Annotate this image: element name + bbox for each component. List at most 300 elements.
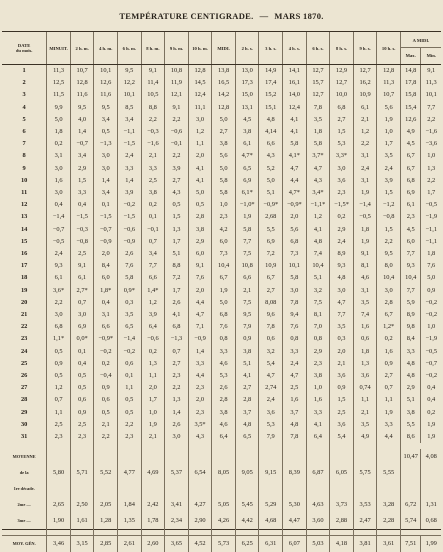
temperature-table-frame	[2, 31, 441, 530]
value-cell: 6,8	[283, 236, 307, 248]
day-cell: 28	[2, 394, 47, 406]
min-value: −0,5	[421, 199, 441, 211]
value-cell: 4,3	[306, 175, 330, 187]
max-value: 17,8	[401, 77, 422, 89]
value-cell: 7,9	[259, 431, 283, 443]
min-value: 10,1	[421, 89, 441, 101]
value-cell: 12,2	[118, 77, 142, 89]
value-cell: 3,3	[306, 407, 330, 419]
hour-header-9: 2 h. s.	[235, 32, 259, 65]
value-cell: 4,3	[188, 431, 212, 443]
value-cell: 5,0	[188, 187, 212, 199]
value-cell: 4,1	[188, 175, 212, 187]
value-cell: 12,1	[165, 89, 189, 101]
value-cell: 4,8	[259, 114, 283, 126]
hour-header-11: 4 h. s.	[283, 32, 307, 65]
a-midi-cell	[400, 175, 441, 187]
a-midi-cell	[400, 102, 441, 114]
min-value: 0,4	[421, 394, 441, 406]
table-body	[2, 65, 441, 552]
day-cell: 8	[2, 150, 47, 162]
value-cell: −0,2	[118, 199, 142, 211]
value-cell: −1,5	[94, 211, 118, 223]
value-cell: 3,0	[47, 309, 71, 321]
average-value: 3,73	[330, 497, 354, 513]
value-cell: −1,3	[165, 333, 189, 345]
hour-header-6: 9 h. m.	[165, 32, 189, 65]
table-row	[2, 333, 441, 345]
value-cell: 6,4	[306, 431, 330, 443]
day-cell: 9	[2, 163, 47, 175]
value-cell: 2,74	[259, 382, 283, 394]
average-value: 4,68	[259, 513, 283, 529]
value-cell: 6,6	[94, 321, 118, 333]
table-row	[2, 309, 441, 321]
value-cell: −1,5	[118, 211, 142, 223]
value-cell: 1,8*	[94, 285, 118, 297]
value-cell: 3,1	[353, 175, 377, 187]
average-value: 4,77	[118, 449, 142, 497]
average-value: 4,42	[235, 513, 259, 529]
value-cell: 1,7	[141, 394, 165, 406]
value-cell: 0,5	[94, 126, 118, 138]
value-cell: 6,0	[212, 236, 236, 248]
average-value: 1,78	[141, 513, 165, 529]
value-cell: 2,2	[141, 114, 165, 126]
value-cell: 1,5	[377, 224, 401, 236]
average-value: 5,30	[283, 497, 307, 513]
value-cell: 2,6	[212, 382, 236, 394]
a-midi-cell	[400, 65, 441, 78]
value-cell: 0,5	[70, 370, 94, 382]
average-value: 6,54	[188, 449, 212, 497]
average-value: 2,90	[188, 513, 212, 529]
a-midi-cell	[400, 419, 441, 431]
value-cell: −1,0*	[235, 199, 259, 211]
average-value: 3,53	[353, 497, 377, 513]
value-cell: 4,3	[259, 150, 283, 162]
value-cell: 2,2	[94, 431, 118, 443]
general-average-label: MOY. GÉN.	[2, 536, 47, 552]
value-cell: 10,1	[283, 260, 307, 272]
value-cell: 10,8	[235, 260, 259, 272]
average-value: 3,60	[306, 513, 330, 529]
value-cell: 10,8	[165, 65, 189, 78]
day-cell: 22	[2, 321, 47, 333]
value-cell: 1,1	[118, 382, 142, 394]
value-cell: 6,9	[259, 236, 283, 248]
value-cell: 3,0	[283, 285, 307, 297]
value-cell: 9,3	[47, 260, 71, 272]
value-cell: 3,5*	[188, 419, 212, 431]
value-cell: 3,0	[94, 150, 118, 162]
value-cell: 1,3	[141, 358, 165, 370]
value-cell: 2,4	[377, 163, 401, 175]
value-cell: 5,4	[259, 358, 283, 370]
value-cell: 11,9	[165, 77, 189, 89]
value-cell: 4,1	[283, 126, 307, 138]
value-cell: −0,9*	[94, 333, 118, 345]
value-cell: −0,7	[94, 224, 118, 236]
value-cell: −0,6	[165, 126, 189, 138]
value-cell: 9,5	[235, 309, 259, 321]
average-value: 2,47	[353, 513, 377, 529]
value-cell: 2,7	[235, 382, 259, 394]
value-cell: 10,9	[259, 260, 283, 272]
max-value: 4,5	[401, 138, 422, 150]
value-cell: 5,8	[235, 224, 259, 236]
table-row	[2, 297, 441, 309]
table-row	[2, 199, 441, 211]
value-cell: 14,9	[259, 65, 283, 78]
value-cell: 1,0	[141, 407, 165, 419]
value-cell: 10,0	[330, 89, 354, 101]
value-cell: 1,5	[165, 211, 189, 223]
value-cell: 2,7	[165, 358, 189, 370]
value-cell: 7,4	[306, 248, 330, 260]
a-midi-cell	[400, 138, 441, 150]
min-value: 2,2	[421, 175, 441, 187]
value-cell: 3,0	[165, 431, 189, 443]
min-value: 7,6	[421, 260, 441, 272]
min-value: 1,0	[421, 150, 441, 162]
hour-header-15: 10 h. s.	[377, 32, 401, 65]
value-cell: 8,8	[165, 260, 189, 272]
average-value: 1,84	[118, 497, 142, 513]
min-value: −1,1	[421, 224, 441, 236]
value-cell: 6,9	[235, 175, 259, 187]
value-cell: 7,8	[283, 297, 307, 309]
value-cell: 1,1	[188, 138, 212, 150]
value-cell: 0,2	[94, 358, 118, 370]
value-cell: 1,7	[165, 236, 189, 248]
page-title	[0, 11, 443, 21]
value-cell: 2,0	[188, 394, 212, 406]
title-main: TEMPÉRATURE CENTIGRADE.	[119, 11, 253, 21]
value-cell: 8,9	[330, 248, 354, 260]
value-cell: 0,9	[235, 333, 259, 345]
value-cell: −0,4	[94, 370, 118, 382]
value-cell: 9,5	[118, 65, 142, 78]
average-value: 6,87	[306, 449, 330, 497]
value-cell: −1,4	[353, 199, 377, 211]
value-cell: 2,4	[47, 248, 71, 260]
day-cell: 11	[2, 187, 47, 199]
a-midi-cell	[400, 211, 441, 223]
value-cell: 2,1	[330, 358, 354, 370]
value-cell: 1,3	[353, 358, 377, 370]
hour-header-4: 6 h. m.	[118, 32, 142, 65]
value-cell: 2,0	[188, 285, 212, 297]
max-value: 6,8	[401, 175, 422, 187]
value-cell: −1,4	[47, 211, 71, 223]
value-cell: 2,6	[165, 297, 189, 309]
value-cell: 4,1	[188, 163, 212, 175]
value-cell: 7,2	[165, 272, 189, 284]
value-cell: 13,0	[235, 65, 259, 78]
day-cell: 13	[2, 211, 47, 223]
day-cell: 20	[2, 297, 47, 309]
value-cell: 2,6	[118, 248, 142, 260]
value-cell: 3,1	[353, 150, 377, 162]
value-cell: −0,6	[141, 333, 165, 345]
value-cell: 5,6	[377, 102, 401, 114]
value-cell: 2,2	[47, 297, 71, 309]
average-value: 2,05	[94, 497, 118, 513]
value-cell: 16,2	[353, 77, 377, 89]
value-cell: 8,8	[141, 102, 165, 114]
value-cell: 2,1	[94, 419, 118, 431]
value-cell: 2,2	[118, 419, 142, 431]
value-cell: 1,8	[353, 224, 377, 236]
value-cell: 10,4	[377, 272, 401, 284]
min-value: 1,9	[421, 419, 441, 431]
value-cell: 2,3	[165, 370, 189, 382]
day-cell: 4	[2, 102, 47, 114]
value-cell: 1,7	[165, 285, 189, 297]
temperature-table	[2, 32, 441, 552]
average-value: 5,71	[70, 449, 94, 497]
value-cell: 3,3*	[330, 150, 354, 162]
table-row	[2, 102, 441, 114]
max-value: 10,47	[401, 449, 422, 497]
value-cell: 1,9	[353, 236, 377, 248]
value-cell: 3,5	[306, 114, 330, 126]
value-cell: 4,1*	[283, 150, 307, 162]
value-cell: 4,7	[306, 163, 330, 175]
value-cell: 1,6	[306, 394, 330, 406]
value-cell: 2,3	[118, 431, 142, 443]
average-value: 5,45	[235, 497, 259, 513]
value-cell: 2,8	[235, 394, 259, 406]
value-cell: 4,1	[306, 224, 330, 236]
value-cell: 1,5	[70, 175, 94, 187]
value-cell: −1,1*	[306, 199, 330, 211]
value-cell: 2,5	[47, 419, 71, 431]
value-cell: 11,3	[47, 65, 71, 78]
day-cell: 19	[2, 285, 47, 297]
value-cell: 3,1	[353, 285, 377, 297]
value-cell: 4,8	[306, 236, 330, 248]
value-cell: 5,8	[283, 272, 307, 284]
value-cell: 2,2	[165, 382, 189, 394]
value-cell: 0,5	[47, 346, 71, 358]
min-value: −0,2	[421, 309, 441, 321]
average-value: 5,05	[212, 497, 236, 513]
average-value: 2,28	[377, 513, 401, 529]
max-value: 3,3	[401, 346, 422, 358]
value-cell: −0,3	[141, 126, 165, 138]
value-cell: 7,8	[283, 431, 307, 443]
value-cell: 3,1	[47, 150, 71, 162]
value-cell: 6,1	[353, 102, 377, 114]
value-cell: 0,6	[259, 333, 283, 345]
a-midi-cell	[400, 236, 441, 248]
average-label	[2, 449, 47, 497]
value-cell: 3,8	[188, 224, 212, 236]
table-row	[2, 321, 441, 333]
day-cell: 18	[2, 272, 47, 284]
value-cell: 6,1	[235, 138, 259, 150]
max-value: 15,8	[401, 89, 422, 101]
table-row	[2, 126, 441, 138]
average-value: 3,28	[377, 497, 401, 513]
value-cell: 6,6	[141, 272, 165, 284]
value-cell: 4,4	[377, 431, 401, 443]
average-value: 2,50	[70, 497, 94, 513]
value-cell: 1,1	[141, 370, 165, 382]
value-cell: 2,9	[188, 236, 212, 248]
general-average-value: 6,07	[283, 536, 307, 552]
value-cell: 14,5	[188, 77, 212, 89]
day-cell: 24	[2, 346, 47, 358]
value-cell: 6,8	[47, 321, 71, 333]
value-cell: 0,2	[47, 138, 71, 150]
day-cell: 23	[2, 333, 47, 345]
value-cell: 0,4	[70, 358, 94, 370]
max-value: 6,7	[401, 150, 422, 162]
value-cell: 8,1	[353, 260, 377, 272]
value-cell: 2,7*	[70, 285, 94, 297]
value-cell: 1,0	[306, 382, 330, 394]
value-cell: 11,1	[188, 102, 212, 114]
value-cell: 2,0	[330, 346, 354, 358]
max-value: 4,5	[401, 224, 422, 236]
value-cell: 5,0	[259, 175, 283, 187]
value-cell: 0,9*	[118, 285, 142, 297]
value-cell: 2,0	[283, 211, 307, 223]
day-cell: 21	[2, 309, 47, 321]
value-cell: 5,5	[259, 224, 283, 236]
value-cell: 12,7	[353, 65, 377, 78]
value-cell: 15,0	[235, 89, 259, 101]
value-cell: 6,1*	[235, 187, 259, 199]
value-cell: 1,2	[306, 211, 330, 223]
value-cell: −0,2	[94, 346, 118, 358]
value-cell: 7,6	[283, 321, 307, 333]
value-cell: 7,6	[118, 260, 142, 272]
value-cell: 10,1	[118, 89, 142, 101]
average-value: 9,05	[235, 449, 259, 497]
a-midi-cell	[400, 260, 441, 272]
max-value: 6,1	[401, 199, 422, 211]
day-cell: 30	[2, 419, 47, 431]
day-cell: 31	[2, 431, 47, 443]
a-midi-cell	[400, 394, 441, 406]
average-value: 4,26	[212, 513, 236, 529]
value-cell: −0,3	[70, 224, 94, 236]
a-midi-cell	[400, 358, 441, 370]
value-cell: 3,8	[235, 346, 259, 358]
value-cell: 1,8	[47, 126, 71, 138]
value-cell: 7,1	[188, 321, 212, 333]
average-value: 2,42	[141, 497, 165, 513]
value-cell: 0,8	[283, 333, 307, 345]
value-cell: 12,7	[306, 65, 330, 78]
value-cell: 0,9	[70, 407, 94, 419]
value-cell: 0,6	[94, 394, 118, 406]
general-average-value: 6,25	[235, 536, 259, 552]
value-cell: 10,1	[94, 65, 118, 78]
a-midi-cell	[400, 370, 441, 382]
value-cell: 3,4*	[306, 187, 330, 199]
value-cell: 4,7	[283, 163, 307, 175]
table-row	[2, 236, 441, 248]
min-value: −0,5	[421, 346, 441, 358]
a-midi-cell	[400, 321, 441, 333]
value-cell: 2,7	[212, 126, 236, 138]
value-cell: −0,9	[118, 236, 142, 248]
max-value: 7,7	[401, 285, 422, 297]
average-value: 5,55	[377, 449, 401, 497]
min-value: 9,1	[421, 65, 441, 77]
value-cell: 3,0	[188, 114, 212, 126]
general-average-value: 5,03	[306, 536, 330, 552]
value-cell: 4,7*	[235, 150, 259, 162]
hour-header-14: 9 h. s.	[353, 32, 377, 65]
value-cell: 1,9	[141, 419, 165, 431]
value-cell: 5,0	[212, 163, 236, 175]
value-cell: 3,0	[330, 285, 354, 297]
max-value: 9,8	[401, 321, 422, 333]
value-cell: 9,1	[141, 65, 165, 78]
value-cell: 12,5	[47, 77, 71, 89]
table-row	[2, 407, 441, 419]
value-cell: 5,6	[283, 224, 307, 236]
value-cell: 5,1	[165, 248, 189, 260]
min-value: −1,9	[421, 211, 441, 223]
value-cell: 2,7	[330, 114, 354, 126]
value-cell: 1,4	[94, 175, 118, 187]
max-value: 8,9	[401, 309, 422, 321]
day-cell: 5	[2, 114, 47, 126]
value-cell: −0,5	[353, 211, 377, 223]
value-cell: 7,0	[306, 321, 330, 333]
max-value: 8,6	[401, 431, 422, 443]
value-cell: 2,5	[141, 175, 165, 187]
value-cell: −1,4	[118, 333, 142, 345]
table-row	[2, 224, 441, 236]
a-midi-cell	[400, 309, 441, 321]
max-value: 5,74	[401, 513, 422, 529]
value-cell: 4,1	[306, 419, 330, 431]
value-cell: 0,7	[47, 394, 71, 406]
a-midi-cell	[400, 114, 441, 126]
a-midi-cell	[400, 272, 441, 284]
value-cell: 1,5	[330, 394, 354, 406]
value-cell: 6,7	[377, 309, 401, 321]
average-title: MOYENNE	[2, 449, 46, 465]
a-midi-label: A MIDI.	[401, 32, 441, 48]
value-cell: 3,5	[330, 321, 354, 333]
value-cell: 5,3	[212, 370, 236, 382]
average-value: 3,41	[165, 497, 189, 513]
value-cell: 3,3	[283, 346, 307, 358]
value-cell: 5,8	[118, 272, 142, 284]
value-cell: 0,9	[47, 358, 71, 370]
value-cell: 6,1	[70, 272, 94, 284]
value-cell: 2,4	[118, 150, 142, 162]
a-midi-cell	[400, 163, 441, 175]
title-period: MARS 1870.	[274, 11, 323, 21]
table-row	[2, 77, 441, 89]
value-cell: 3,3	[212, 346, 236, 358]
max-value: 4,8	[401, 370, 422, 382]
value-cell: 1,4	[188, 346, 212, 358]
a-midi-cell	[400, 449, 441, 497]
value-cell: 2,5	[70, 248, 94, 260]
value-cell: 11,6	[70, 89, 94, 101]
